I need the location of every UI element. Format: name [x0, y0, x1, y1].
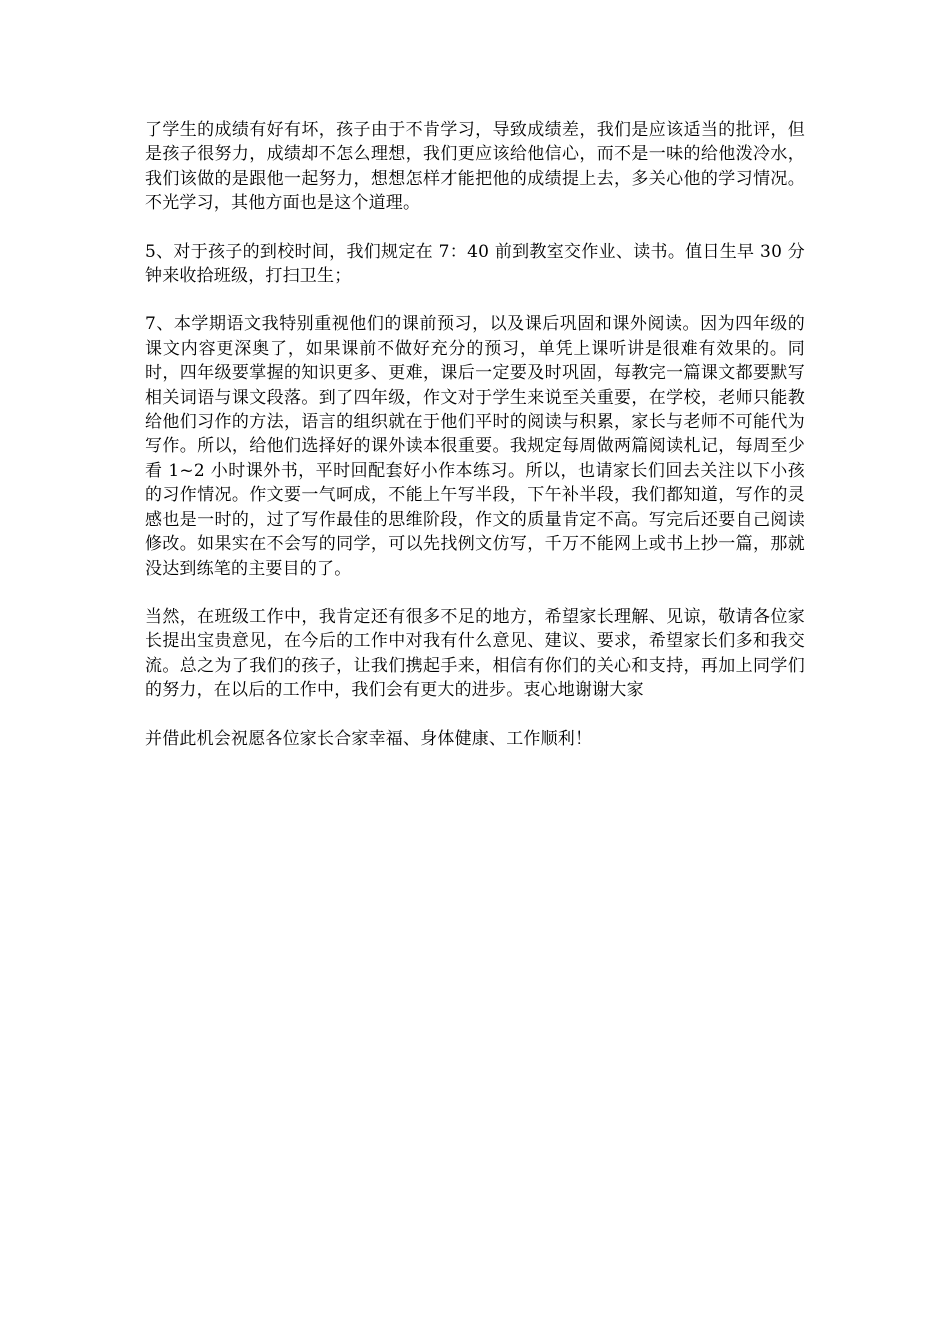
- paragraph-chinese-study: 7、本学期语文我特别重视他们的课前预习，以及课后巩固和课外阅读。因为四年级的课文内容更深奥了，如果课前不做好充分的预习，单凭上课听讲是很难有效果的。同时，四年级要掌握的知识更多、更难，课后一定要及时巩固，每教完一篇课文都要默写相关词语与课文段落。到了四年级，作文对于学生来说至关重要，在学校，老师只能教给他们习作的方法，语言的组织就在于他们平时的阅读与积累，家长与老师不可能代为写作。所以，给他们选择好的课外读本很重要。我规定每周做两篇阅读札记，每周至少看 1~2 小时课外书，平时回配套好小作本练习。所以，也请家长们回去关注以下小孩的习作情况。作文要一气呵成，不能上午写半段，下午补半段，我们都知道，写作的灵感也是一时的，过了写作最佳的思维阶段，作文的质量肯定不高。写完后还要自己阅读修改。如果实在不会写的同学，可以先找例文仿写，千万不能网上或书上抄一篇，那就没达到练笔的主要目的了。: [145, 314, 805, 579]
- paragraph-grade-criticism: 了学生的成绩有好有坏，孩子由于不肯学习，导致成绩差，我们是应该适当的批评，但是孩子很努力，成绩却不怎么理想，我们更应该给他信心，而不是一味的给他泼冷水，我们该做的是跟他一起努力，想想怎样才能把他的成绩提上去，多关心他的学习情况。不光学习，其他方面也是这个道理。: [145, 120, 805, 214]
- paragraph-best-wishes: 并借此机会祝愿各位家长合家幸福、身体健康、工作顺利！: [145, 728, 593, 749]
- paragraph-closing-thanks: 当然，在班级工作中，我肯定还有很多不足的地方，希望家长理解、见谅，敬请各位家长提出宝贵意见，在今后的工作中对我有什么意见、建议、要求，希望家长们多和我交流。总之为了我们的孩子，让我们携起手来，相信有你们的关心和支持，再加上同学们的努力，在以后的工作中，我们会有更大的进步。衷心地谢谢大家: [145, 606, 805, 701]
- document-body: [145, 118, 805, 751]
- paragraph-arrival-time: 5、对于孩子的到校时间，我们规定在 7：40 前到教室交作业、读书。值日生早 30 分钟来收拾班级，打扫卫生；: [145, 241, 805, 287]
